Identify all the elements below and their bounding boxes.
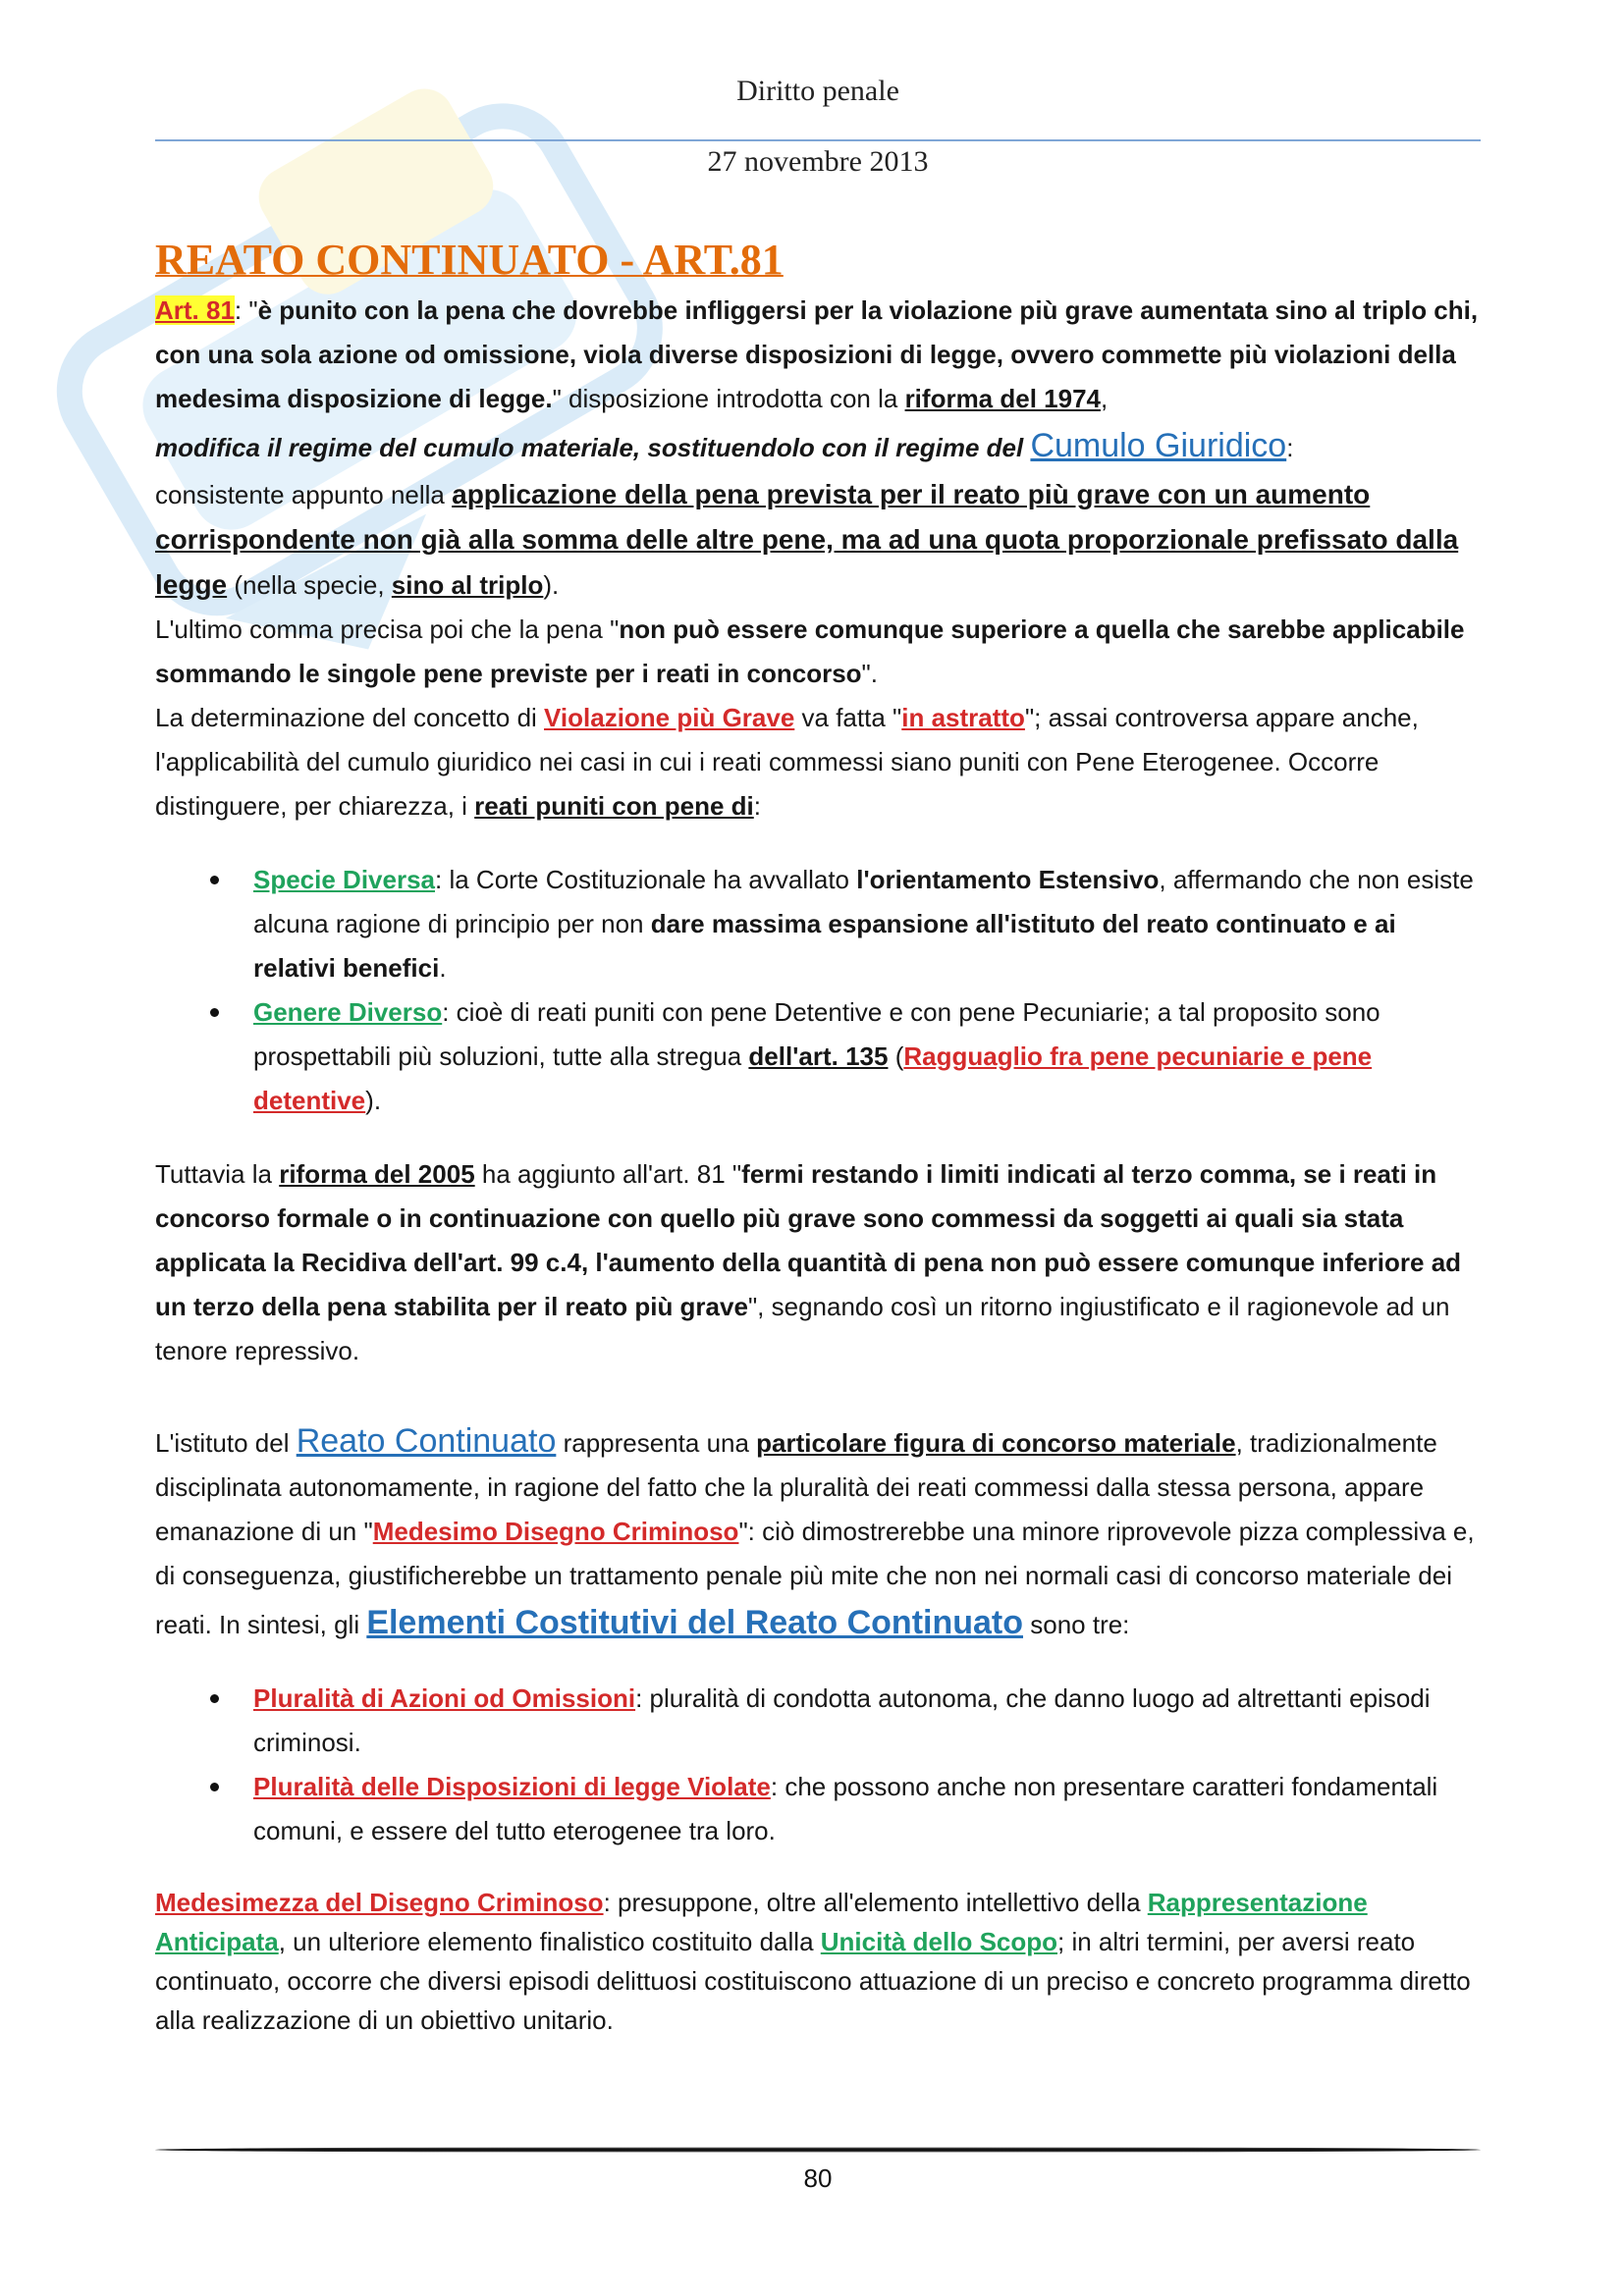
violazione-grave-link[interactable]: Violazione più Grave: [544, 703, 795, 732]
header-title: Diritto penale: [736, 75, 899, 107]
paragraph-istituto: L'istituto del Reato Continuato rappresenta una particolare figura di concorso materiale, tradizionalmente disciplinata autonomamente, in ragione del fatto che la pluralità dei reati commessi dalla stessa persona, appare emanazione di un "Medesimo Disegno Criminoso": ciò dimostrerebbe una minore riprovevole pizza complessiva e, di conseguenza, giustificherebbe un trattamento penale più mite che non nei normali casi di concorso materiale dei reati. In sintesi, gli Elementi Costitutivi del Reato Continuato sono tre:: [155, 1422, 1475, 1641]
header-divider: [155, 139, 1481, 141]
bullet-icon: [210, 1694, 219, 1703]
unicita-scopo-link[interactable]: Unicità dello Scopo: [820, 1927, 1058, 1956]
ragguaglio-link[interactable]: Ragguaglio fra pene pecuniarie e pene detentive: [253, 1041, 1373, 1115]
ultimo-comma-quote: non può essere comunque superiore a quella che sarebbe applicabile sommando le singole pene previste per i reati in concorso: [155, 614, 1465, 688]
rappresentazione-link[interactable]: Rappresentazione Anticipata: [155, 1888, 1368, 1956]
paragraph-violazione: La determinazione del concetto di Violazione più Grave va fatta "in astratto"; assai controversa appare anche, l'applicabilità del cumulo giuridico nei casi in cui i reati commessi siano puniti con Pene Eterogenee. Occorre distinguere, per chiarezza, i reati puniti con pene di:: [155, 703, 1419, 821]
riforma-2005: riforma del 2005: [279, 1159, 475, 1189]
list-item: Genere Diverso: cioè di reati puniti con pene Detentive e con pene Pecuniarie; a tal proposito sono prospettabili più soluzioni, tutte alla stregua dell'art. 135 (Ragguaglio fra pene pecuniarie e pene detentive).: [155, 990, 1481, 1123]
sino-al-triplo: sino al triplo: [391, 570, 544, 600]
medesimo-disegno-link[interactable]: Medesimo Disegno Criminoso: [372, 1517, 739, 1546]
bullet-icon: [210, 876, 219, 884]
elementi-list: [155, 1677, 1481, 1853]
paragraph-ultimo-comma: L'ultimo comma precisa poi che la pena "non può essere comunque superiore a quella che sarebbe applicabile sommando le singole pene previste per i reati in concorso".: [155, 614, 1465, 688]
paragraph-medesimezza: Medesimezza del Disegno Criminoso: presuppone, oltre all'elemento intellettivo della Rappresentazione Anticipata, un ulteriore elemento finalistico costituito dalla Unicità dello Scopo; in altri termini, per aversi reato continuato, occorre che diversi episodi delittuosi costituiscono attuazione di un preciso e concreto programma diretto alla realizzazione di un obiettivo unitario.: [155, 1888, 1471, 2035]
riforma-1974: riforma del 1974: [904, 384, 1101, 413]
body-text: [155, 232, 1481, 2040]
paragraph-riforma-2005: Tuttavia la riforma del 2005 ha aggiunto all'art. 81 "fermi restando i limiti indicati al terzo comma, se i reati in concorso formale o in continuazione con quello più grave sono commessi da soggetti ai quali sia stata applicata la Recidiva dell'art. 99 c.4, l'aumento della quantità di pena non può essere comunque inferiore ad un terzo della pena stabilita per il reato più grave", segnando così un ritorno ingiustificato e il ragionevole ad un tenore repressivo.: [155, 1159, 1462, 1365]
page-number: 80: [803, 2163, 833, 2193]
list-item: Pluralità delle Disposizioni di legge Violate: che possono anche non presentare caratteri fondamentali comuni, e essere del tutto eterogenee tra loro.: [155, 1765, 1481, 1853]
specie-diversa-link[interactable]: Specie Diversa: [253, 865, 436, 894]
elementi-costitutivi-link[interactable]: Elementi Costitutivi del Reato Continuato: [366, 1604, 1024, 1641]
art81-link[interactable]: Art. 81: [155, 295, 235, 325]
bullet-icon: [210, 1783, 219, 1791]
art81-quote: è punito con la pena che dovrebbe infliggersi per la violazione più grave aumentata sino al triplo chi, con una sola azione od omissione, viola diverse disposizioni di legge, ovvero commette più violazioni della medesima disposizione di legge.: [155, 295, 1479, 413]
pene-list: [155, 858, 1481, 1123]
genere-diverso-link[interactable]: Genere Diverso: [253, 997, 443, 1027]
riforma-2005-quote: fermi restando i limiti indicati al terzo comma, se i reati in concorso formale o in continuazione con quello più grave sono commessi da soggetti ai quali sia stata applicata la Recidiva dell'art. 99 c.4, l'aumento della quantità di pena non può essere comunque inferiore ad un terzo della pena stabilita per il reato più grave: [155, 1159, 1462, 1321]
cumulo-giuridico-link[interactable]: Cumulo Giuridico: [1030, 427, 1287, 464]
art135-link[interactable]: dell'art. 135: [748, 1041, 889, 1071]
medesimezza-link[interactable]: Medesimezza del Disegno Criminoso: [155, 1888, 604, 1917]
applicazione-pena: applicazione della pena prevista per il reato più grave con un aumento corrispondente non già alla somma delle altre pene, ma ad una quota proporzionale prefissato dalla legge: [155, 479, 1459, 600]
reato-continuato-link[interactable]: Reato Continuato: [296, 1422, 557, 1460]
cumulo-italic-text: modifica il regime del cumulo materiale, sostituendolo con il regime del: [155, 433, 1031, 462]
list-item: Pluralità di Azioni od Omissioni: pluralità di condotta autonoma, che danno luogo ad altrettanti episodi criminosi.: [155, 1677, 1481, 1765]
header-date: 27 novembre 2013: [707, 145, 929, 178]
reati-puniti: reati puniti con pene di: [474, 791, 754, 821]
paragraph-art81: Art. 81: "è punito con la pena che dovrebbe infliggersi per la violazione più grave aumentata sino al triplo chi, con una sola azione od omissione, viola diverse disposizioni di legge, ovvero commette più violazioni della medesima disposizione di legge." disposizione introdotta con la riforma del 1974, modifica il regime del cumulo materiale, sostituendolo con il regime del Cumulo Giuridico: consistente appunto nella applicazione della pena prevista per il reato più grave con un aumento corrispondente non già alla somma delle altre pene, ma ad una quota proporzionale prefissato dalla legge (nella specie, sino al triplo).: [155, 295, 1479, 600]
bullet-icon: [210, 1008, 219, 1017]
in-astratto-link[interactable]: in astratto: [901, 703, 1025, 732]
footer-divider: [155, 2147, 1481, 2153]
pluralita-disposizioni-link[interactable]: Pluralità delle Disposizioni di legge Violate: [253, 1772, 771, 1801]
list-item: Specie Diversa: la Corte Costituzionale ha avvallato l'orientamento Estensivo, affermando che non esiste alcuna ragione di principio per non dare massima espansione all'istituto del reato continuato e ai relativi benefici.: [155, 858, 1481, 990]
figura-concorso: particolare figura di concorso materiale: [756, 1428, 1236, 1458]
section-heading: REATO CONTINUATO - ART.81: [155, 236, 784, 284]
pluralita-azioni-link[interactable]: Pluralità di Azioni od Omissioni: [253, 1683, 636, 1713]
